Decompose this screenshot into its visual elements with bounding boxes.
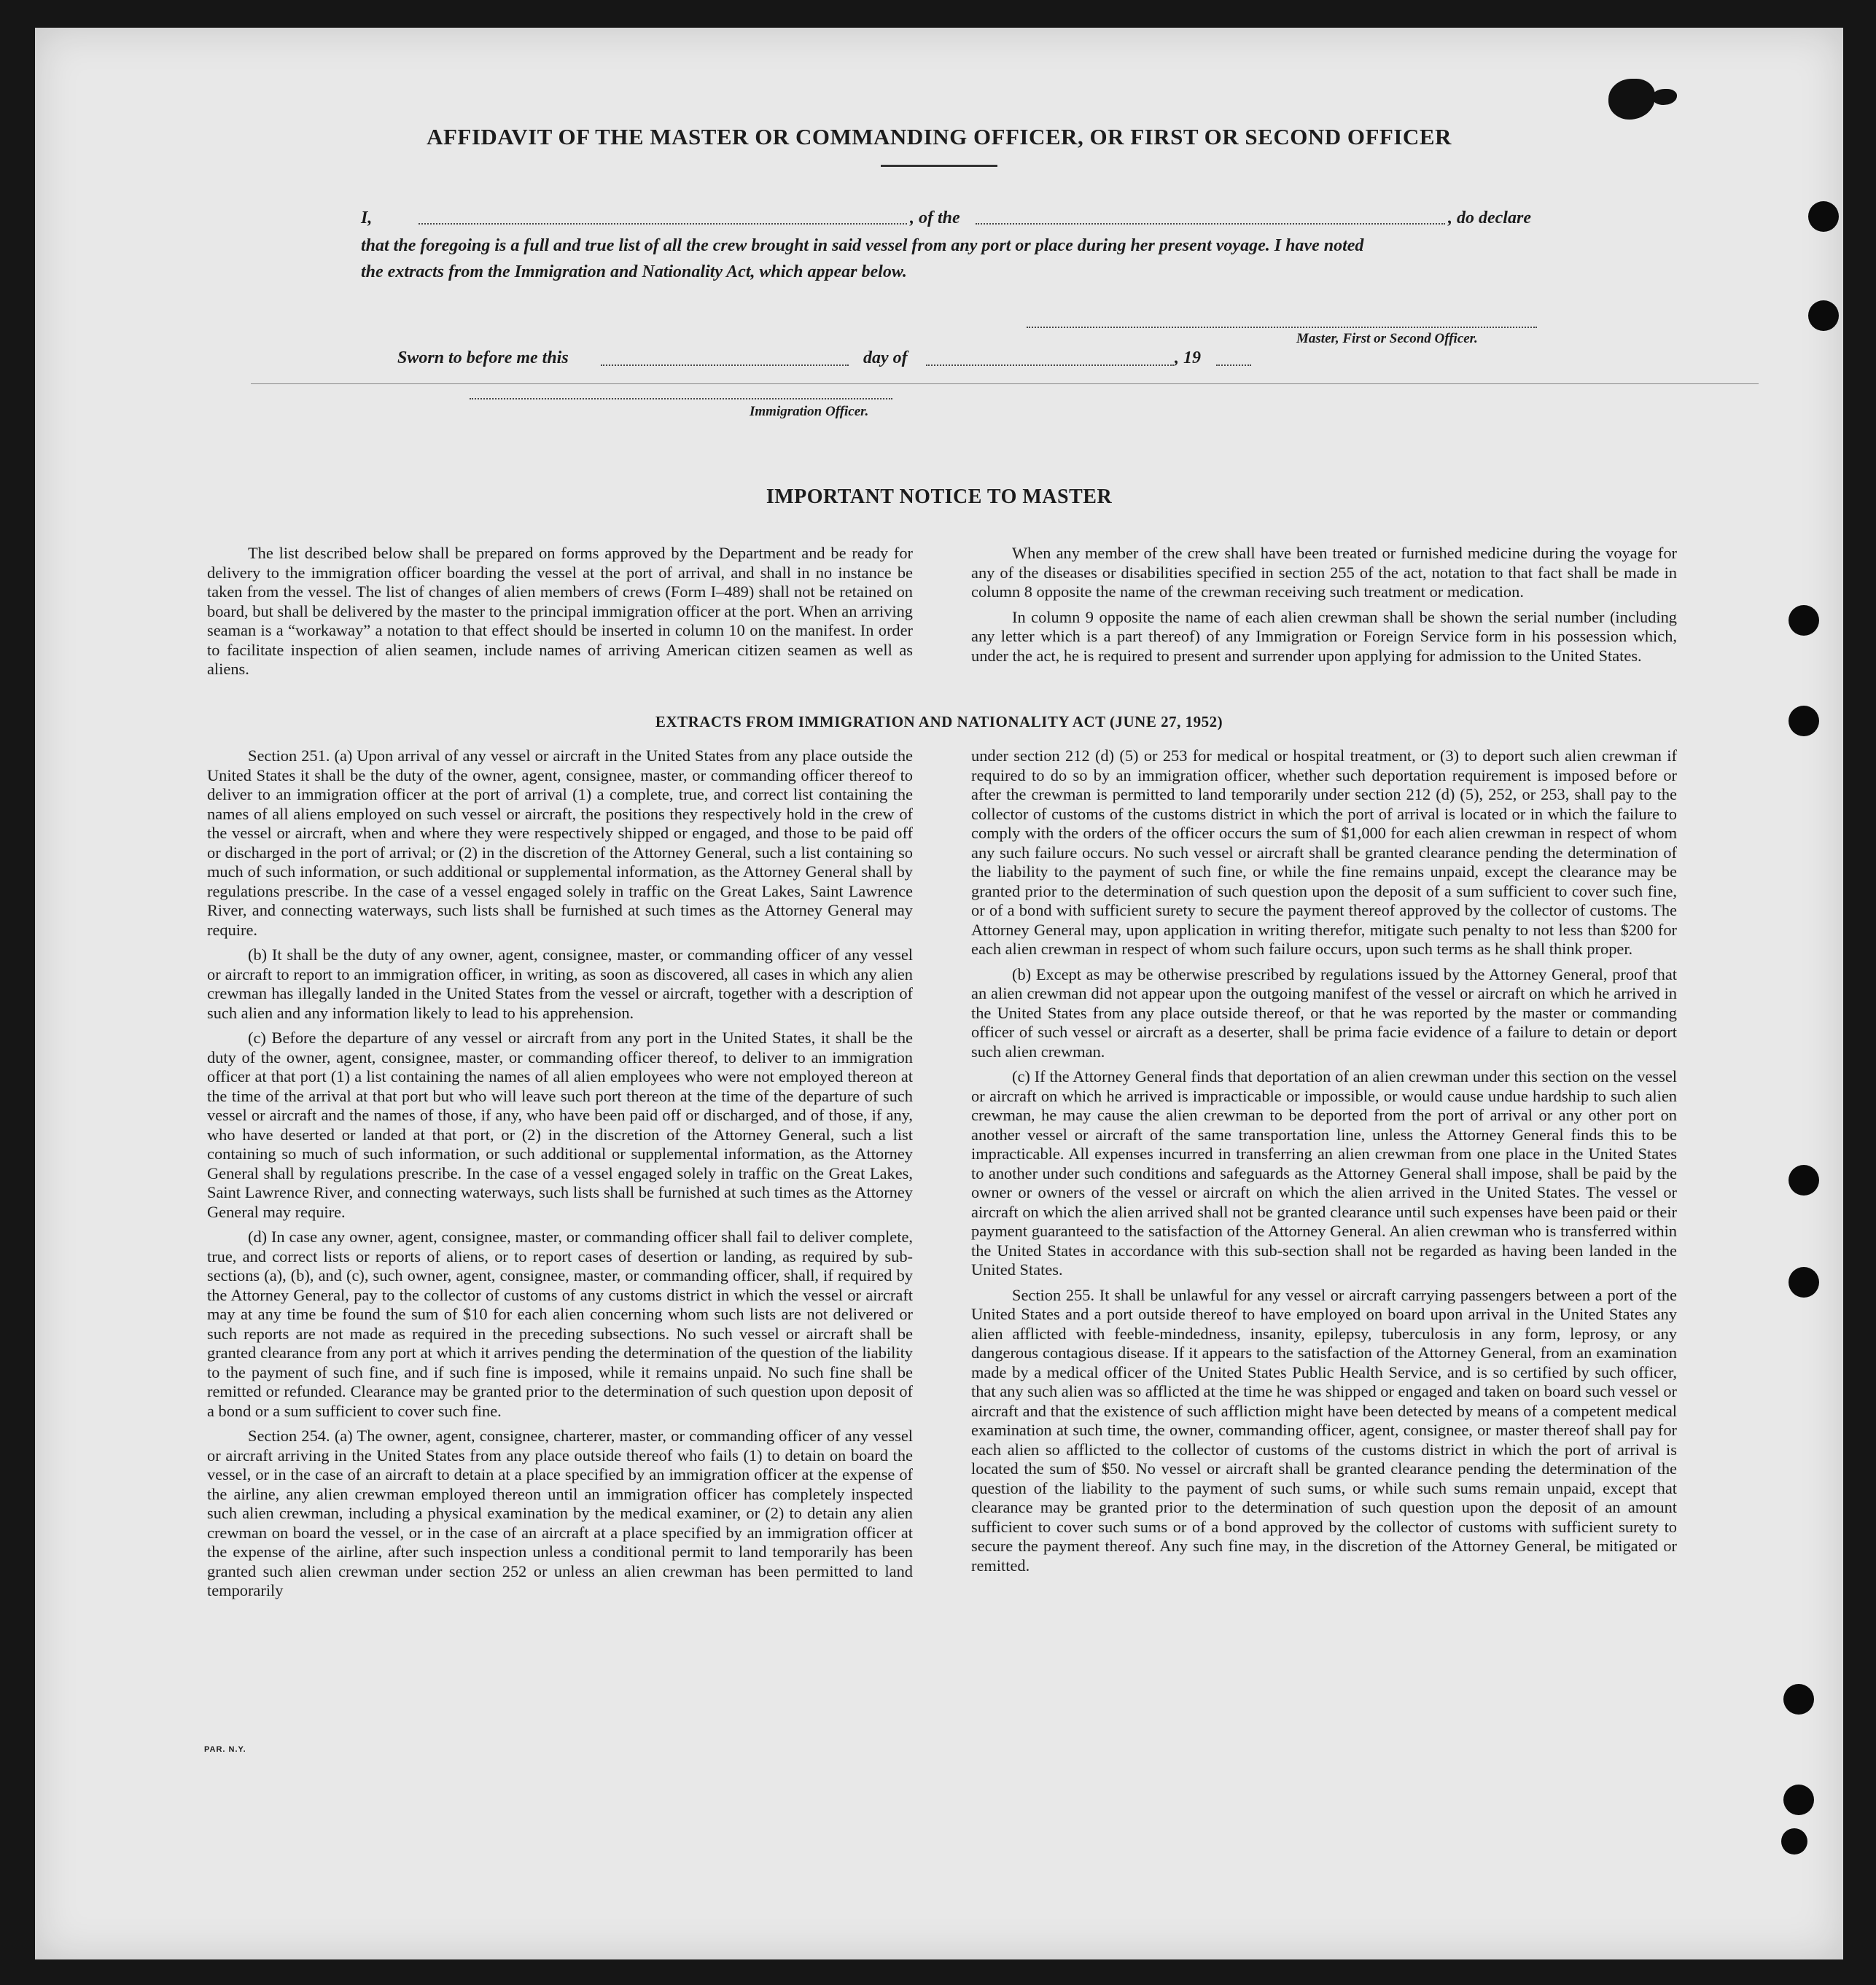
punch-hole [1789,706,1819,736]
section-251-d: (d) In case any owner, agent, consignee, master, or commanding officer shall fail to deliver complete, true, and correct lists or reports of aliens, or to report cases of desertion or landing, as required by sub-sections (a), (b), and (c), such owner, agent, consignee, master, or commanding officer, shall, if required by the Attorney General, pay to the collector of customs of any customs district in which the vessel or aircraft may at any time be found the sum of $10 for each alien concerning whom such lists are not delivered or such reports are not made as required in the preceding subsections. No such vessel or aircraft shall be granted clearance from any port at which it arrives pending the determination of the question of the liability to the payment of such fine, and if such fine is imposed, while it remains unpaid. No such fine shall be remitted or refunded. Clearance may be granted prior to the determination of such question upon deposit of a bond or a sum sufficient to cover such fine. [207,1228,913,1420]
day-of-label: day of [863,348,908,367]
vessel-blank [976,223,1445,225]
declare-line-3: the extracts from the Immigration and Nationality Act, which appear below. [361,262,907,281]
declare-of-the: , of the [910,208,960,227]
master-signature-line [1027,327,1537,328]
year-label: , 19 [1175,348,1201,367]
month-blank [926,364,1174,366]
officer-signature-label: Immigration Officer. [750,404,869,419]
declare-line-2: that the foregoing is a full and true list of all the crew brought in said vessel from any port or place during her present voyage. I have noted [361,236,1364,255]
punch-hole [1783,1785,1814,1815]
extracts-right-column [971,746,1677,1575]
notice-left-column [207,544,913,679]
section-254-c: (c) If the Attorney General finds that deportation of an alien crewman under this section on the vessel or aircraft on which he arrived is impracticable or impossible, or would cause undue hardship to such alien crewman, he may cause the alien crewman to be deported from the port of arrival or any other port on another vessel or aircraft of the same transportation line, unless the Attorney General finds this to be impracticable. All expenses incurred in transferring an alien crewman from one place in the United States to another under such conditions and safeguards as the Attorney General shall impose, shall be paid by the owner or owners of the vessel or aircraft on which the alien arrived in the United States. The vessel or aircraft on which the alien arrived shall not be granted clearance until such expenses have been paid or their payment guaranteed to the satisfaction of the Attorney General. An alien crewman who is transferred within the United States in accordance with this sub-section shall not be regarded as having been landed in the United States. [971,1067,1677,1279]
notice-right-paragraph-2: In column 9 opposite the name of each alien crewman shall be shown the serial number (including any letter which is a part thereof) of any Immigration or Foreign Service form in his possession which, under the act, he is required to present and surrender upon applying for admission to the United States. [971,607,1677,665]
printer-mark: PAR. N.Y. [204,1745,246,1754]
officer-signature-line [470,398,892,399]
ink-stain [1652,89,1677,105]
master-signature-label: Master, First or Second Officer. [1296,331,1478,346]
declare-i: I, [361,208,373,227]
section-251-a: Section 251. (a) Upon arrival of any vessel or aircraft in the United States from any place outside the United States it shall be the duty of the owner, agent, consignee, master, or commanding officer thereof to deliver to an immigration officer at the port of arrival (1) a complete, true, and correct list containing the names of all aliens employed on such vessel or aircraft, the positions they respectively hold in the crew of the vessel or aircraft, when and where they were respectively shipped or engaged, and those to be paid off or discharged in the port of arrival; or (2) in the discretion of the Attorney General, such a list containing so much of such information, or such additional or supplemental information, as the Attorney General shall by regulations prescribe. In the case of a vessel engaged solely in traffic on the Great Lakes, Saint Lawrence River, and connecting waterways, such lists shall be furnished at such times as the Attorney General may require. [207,746,913,939]
sworn-label: Sworn to before me this [397,348,569,367]
name-blank [419,223,907,225]
ink-stain [1608,79,1655,120]
declare-do-declare: , do declare [1448,208,1531,227]
extracts-left-column [207,746,913,1601]
section-divider [251,383,1759,384]
section-254-b: (b) Except as may be otherwise prescribed by regulations issued by the Attorney General, proof that an alien crewman did not appear upon the outgoing manifest of the vessel or aircraft on which he arrived in the United States from any place outside thereof, or that he was reported by the master or commanding officer of such vessel or aircraft as a deserter, shall be prima facie evidence of a failure to detain or deport such alien crewman. [971,964,1677,1061]
punch-hole [1789,605,1819,636]
punch-hole [1781,1828,1807,1855]
punch-hole [1808,201,1839,232]
punch-hole [1789,1165,1819,1196]
punch-hole [1783,1684,1814,1715]
section-254-a: Section 254. (a) The owner, agent, consignee, charterer, master, or commanding officer of any vessel or aircraft arriving in the United States from any place outside thereof who fails (1) to detain on board the vessel, or in the case of an aircraft to detain at a place specified by an immigration officer at the expense of the airline, any alien crewman employed thereon until an immigration officer has completely inspected such alien crewman, including a physical examination by the medical examiner, or (2) to detain any alien crewman on board the vessel, or in the case of an aircraft at a place specified by an immigration officer at the expense of the airline, after such inspection unless a conditional permit to land temporarily has been granted such alien crewman under section 252 or unless an alien crewman has been permitted to land temporarily [207,1427,913,1599]
notice-right-column [971,544,1677,666]
section-251-c: (c) Before the departure of any vessel or aircraft from any port in the United States, it shall be the duty of the owner, agent, consignee, master, or commanding officer thereof, to deliver to an immigration officer at that port (1) a list containing the names of all alien employees who were not employed thereon at the time of the arrival at that port but who will leave such port thereon at the time of the departure of such vessel or aircraft and the names of those, if any, who have been paid off or discharged, and of those, if any, who have deserted or landed at that port, or (2) in the discretion of the Attorney General, such a list containing so much of such information, or such additional or supplemental information, as the Attorney General shall by regulations prescribe. In the case of a vessel engaged solely in traffic on the Great Lakes, Saint Lawrence River, and connecting waterways, such lists shall be furnished at such times as the Attorney General may require. [207,1029,913,1221]
section-251-b: (b) It shall be the duty of any owner, agent, consignee, master, or commanding officer of any vessel or aircraft to report to an immigration officer, in writing, as soon as discovered, all cases in which any alien crewman has illegally landed in the United States from the vessel or aircraft, together with a description of such alien and any information likely to lead to his apprehension. [207,945,913,1022]
year-blank [1216,364,1251,366]
punch-hole [1808,300,1839,331]
notice-title: IMPORTANT NOTICE TO MASTER [766,485,1113,508]
affidavit-title: AFFIDAVIT OF THE MASTER OR COMMANDING OFFICER, OR FIRST OR SECOND OFFICER [427,124,1452,149]
extracts-title: EXTRACTS FROM IMMIGRATION AND NATIONALITY ACT (JUNE 27, 1952) [655,713,1223,730]
sworn-day-blank [601,364,849,366]
title-underline [881,165,997,167]
section-254-a-continued: under section 212 (d) (5) or 253 for medical or hospital treatment, or (3) to deport such alien crewman if required to do so by an immigration officer, whether such deportation requirement is imposed before or after the crewman is permitted to land temporarily under section 212 (d) (5), 252, or 253, shall pay to the collector of customs of the customs district in which the port of arrival is located or in which the failure to comply with the orders of the officer occurs the sum of $1,000 for each alien crewman in respect of whom any such failure occurs. No such vessel or aircraft shall be granted clearance pending the determination of the liability to the payment of such fine, or while the fine remains unpaid, except the clearance may be granted prior to the determination of such question upon the deposit of a sum sufficient to cover such fine, or of a bond with sufficient surety to secure the payment thereof approved by the collector of customs. The Attorney General may, upon application in writing therefor, mitigate such penalty to not less than $200 for each alien crewman in respect of whom such failure occurs, upon such terms as he shall think proper. [971,746,1677,958]
notice-right-paragraph-1: When any member of the crew shall have been treated or furnished medicine during the voyage for any of the diseases or disabilities specified in section 255 of the act, notation to that fact shall be made in column 8 opposite the name of the crewman receiving such treatment or medication. [971,544,1677,601]
section-255: Section 255. It shall be unlawful for any vessel or aircraft carrying passengers between a port of the United States and a port outside thereof to have employed on board upon arrival in the United States any alien afflicted with feeble-mindedness, insanity, epilepsy, tuberculosis in any form, leprosy, or any dangerous contagious disease. If it appears to the satisfaction of the Attorney General, from an examination made by a medical officer of the United States Public Health Service, and is so certified by such officer, that any such alien was so afflicted at the time he was shipped or engaged and taken on board such vessel or aircraft and that the existence of such affliction might have been detected by means of a competent medical examination at such time, the owner, commanding officer, agent, consignee, or master thereof shall pay for each alien so afflicted to the collector of customs of the customs district in which the port of arrival is located the sum of $50. No vessel or aircraft shall be granted clearance pending the determination of the question of the liability to the payment of such sums, or while such sums remain unpaid, except that clearance may be granted prior to the determination of such question upon the deposit of an amount sufficient to cover such sums or of a bond approved by the collector of customs with sufficient surety to secure the payment thereof. Any such fine may, in the discretion of the Attorney General, be mitigated or remitted. [971,1285,1677,1575]
document-page [35,28,1843,1959]
notice-left-paragraph: The list described below shall be prepared on forms approved by the Department and be ready for delivery to the immigration officer boarding the vessel at the port of arrival, and shall in no instance be taken from the vessel. The list of changes of alien members of crews (Form I–489) shall not be retained on board, but shall be delivered by the master to the principal immigration officer at the port. When an arriving seaman is a “workaway” a notation to that effect should be inserted in column 10 on the manifest. In order to facilitate inspection of alien seamen, include names of arriving American citizen seamen as well as aliens. [207,544,913,678]
punch-hole [1789,1267,1819,1298]
